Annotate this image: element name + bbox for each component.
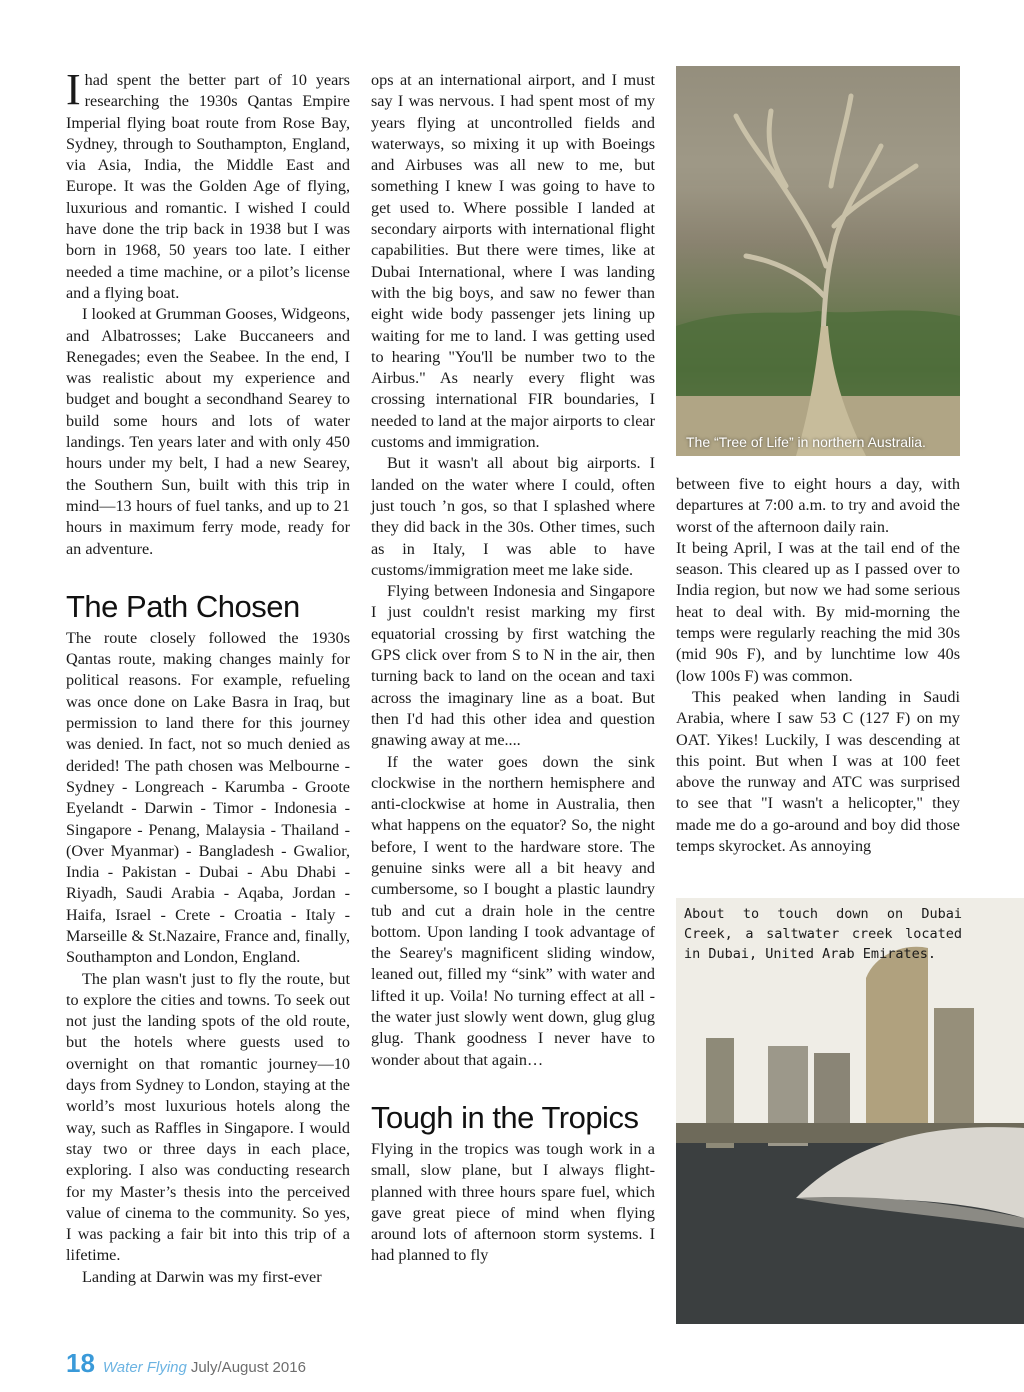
paragraph: The plan wasn't just to fly the route, but to explore the cities and towns. To seek out not just the landing spots of the old route, but the hotels where guests used to overnight on that romantic journey—10 days from Sydney to London, staying at the world’s most luxurious hotels along the way, such as Raffles in Singapore. I would stay two or three days in each place, exploring. I also was conducting research for my Master’s thesis into the perceived value of cinema to the community. So yes, I was packing a fair bit into this trip of a lifetime. [66,969,350,1265]
photo-caption-dubai: About to touch down on Dubai Creek, a saltwater creek located in Dubai, United Arab Emirates. [684,906,962,962]
paragraph: Flying between Indonesia and Singapore I just couldn't resist marking my first equatorial crossing by first watching the GPS click over from S to N in the air, then turning back to land on the ocean and taxi across the imaginary line as a boat. But then I'd had this other idea and question gnawing away at me.... [371,582,655,750]
drop-cap: I [66,65,81,114]
page-footer [66,1348,306,1379]
magazine-name: Water Flying [102,1359,187,1376]
paragraph: The route closely followed the 1930s Qantas route, making changes mainly for political reasons. For example, refueling was once done on Lake Basra in Iraq, but permission to land there for this journey was denied. In fact, not so much denied as derided! The path chosen was Melbourne - Sydney - Longreach - Karumba - Groote Eyelandt - Darwin - Timor - Indonesia - Singapore - Penang, Malaysia - Thailand - (Over Myanmar) - Bangladesh - Gwalior, India - Pakistan - Dubai - Abu Dhabi - Riyadh, Saudi Arabia - Aqaba, Jordan - Haifa, Israel - Crete - Croatia - Italy - Marseille & St.Nazaire, France and, finally, Southampton and London, England. [66,628,350,967]
paragraph: Landing at Darwin was my first-ever [82,1267,322,1286]
paragraph: I looked at Grumman Gooses, Widgeons, and Albatrosses; Lake Buccaneers and Renegades; even the Seabee. In the end, I was realistic about my experience and budget and bought a secondhand Searey to build some hours and lots of water landings. Ten years later and with only 450 hours under my belt, I had a new Searey, the Southern Sun, built with this trip in mind—13 hours of fuel tanks, and up to 21 hours in maximum ferry mode, ready for an adventure. [66,305,350,558]
paragraph: ops at an international airport, and I must say I was nervous. I had spent most of my years flying at uncontrolled fields and waterways, so mixing it up with Boeings and Airbuses was all new to me, but something I knew I was going to have to get used to. Where possible I landed at secondary airports with international flight capabilities. But there were times, like at Dubai International, where I was landing with the big boys, and saw no fewer than eight wide body passenger jets lining up waiting for me to land. I was getting used to hearing "You'll be number two to the Airbus." As nearly every flight was crossing international FIR boundaries, I needed to land at the major airports to clear customs and immigration. [371,71,655,452]
intro-text: had spent the better part of 10 years researching the 1930s Qantas Empire Imperial flying boat route from Rose Bay, Sydney, through to Southampton, England, via Asia, India, the Middle East and Europe. It was the Golden Age of flying, luxurious and romantic. I wished I could have done the trip back in 1938 but I was born in 1968, 50 years too late. I either needed a time machine, or a pilot’s license and a flying boat. [66,71,350,302]
article-column-1 [66,65,350,1288]
river-delta-illustration [676,66,960,456]
tree-of-life-photo [676,66,960,456]
article-column-2 [371,70,655,1267]
paragraph: It being April, I was at the tail end of the season. This cleared up as I passed over to India region, but now we had some serious heat to deal with. By mid-morning the temps were regularly reaching the mid 30s (mid 90s F), and by lunchtime low 40s (low 100s F) was common. [676,538,960,685]
section-heading-tough-tropics: Tough in the Tropics [371,1099,639,1135]
paragraph: Flying in the tropics was tough work in a small, slow plane, but I always flight-planned with three hours spare fuel, which gave great piece of mind when flying around lots of afternoon storm systems. I had planned to fly [371,1139,655,1265]
issue-date: July/August 2016 [190,1359,306,1376]
photo-caption-tree: The “Tree of Life” in northern Australia. [686,434,926,450]
dubai-creek-photo [676,898,1024,1324]
paragraph: between five to eight hours a day, with departures at 7:00 a.m. to try and avoid the worst of the afternoon daily rain. [676,475,960,536]
section-heading-path-chosen: The Path Chosen [66,588,300,624]
article-column-3 [676,474,960,857]
paragraph: But it wasn't all about big airports. I landed on the water where I could, often just touch ’n gos, so that I splashed where they did back in the 30s. Other times, such as in Italy, I was able to have customs/immigration meet me lake side. [371,454,655,579]
paragraph: If the water goes down the sink clockwise in the northern hemisphere and anti-clockwise at home in Australia, then what happens on the equator? So, the night before, I went to the hardware store. The genuine sinks were all a bit heavy and cumbersome, so I bought a plastic laundry tub and cut a drain hole in the centre bottom. Upon landing I took advantage of the Searey's magnificent sliding window, leaned out, filled my “sink” with water and lifted it up. Voila! No turning effect at all - the water just slowly went down, glug glug glug. Thank goodness I never have to wonder about that again… [371,752,655,1069]
paragraph: This peaked when landing in Saudi Arabia, where I saw 53 C (127 F) on my OAT. Yikes! Luckily, I was descending at this point. But when I was at 100 feet above the runway and ATC was surprised to see that "I wasn't a helicopter," they made me do a go-around and boy did those temps skyrocket. As annoying [676,687,960,856]
page-number: 18 [66,1348,95,1378]
intro-paragraph [66,65,350,304]
